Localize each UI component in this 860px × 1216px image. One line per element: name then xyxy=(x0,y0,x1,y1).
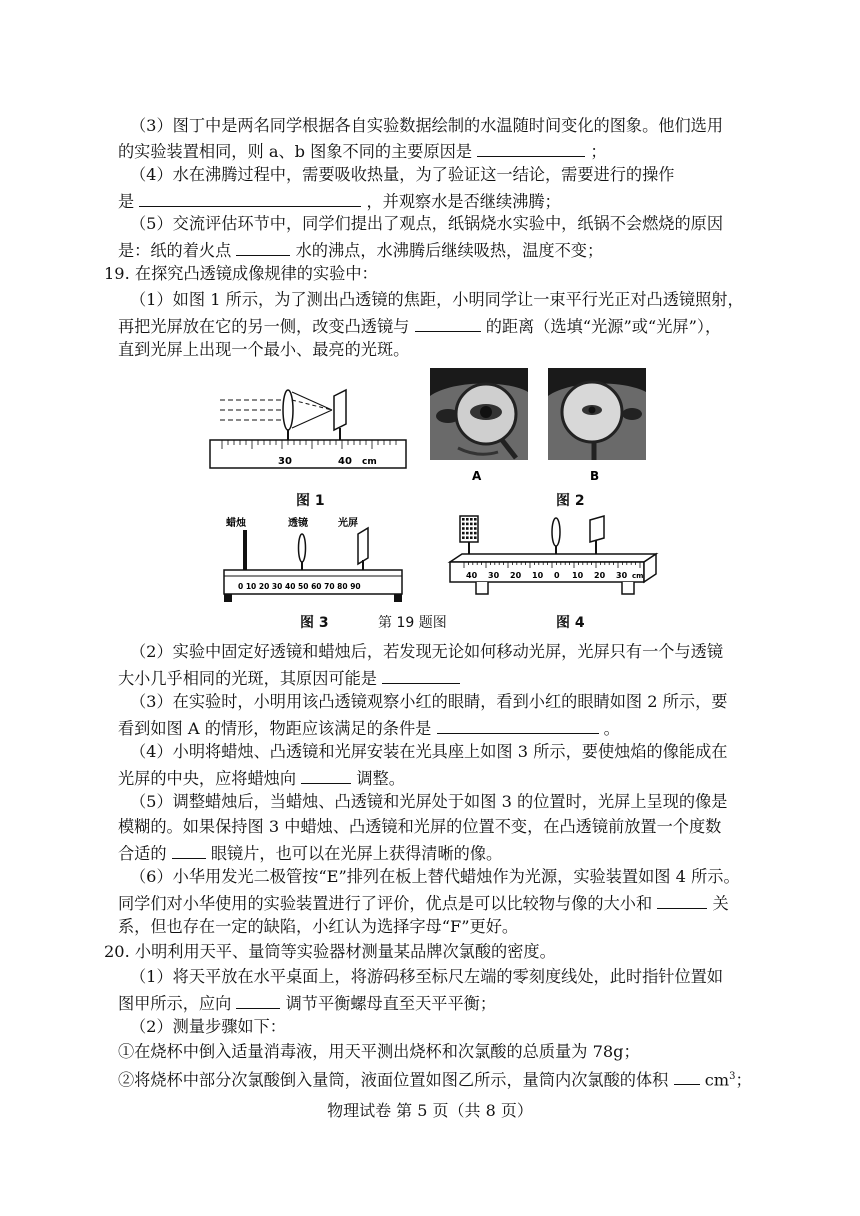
q19-part6-pre: 同学们对小华使用的实验装置进行了评价，优点是可以比较物与像的大小和 xyxy=(118,894,653,913)
answer-blank[interactable] xyxy=(477,140,585,157)
q20-step1: ①在烧杯中倒入适量消毒液，用天平测出烧杯和次氯酸的总质量为 78g； xyxy=(118,1042,640,1061)
tick-label-30: 30 xyxy=(278,456,292,467)
q20-part1-line1: （1）将天平放在水平桌面上，将游码移至标尺左端的零刻度线处，此时指针位置如 xyxy=(130,967,724,986)
candle xyxy=(243,530,247,570)
q19-part4-pre: 光屏的中央，应将蜡烛向 xyxy=(118,769,297,788)
q19-part6-end: 关 xyxy=(712,894,729,913)
q19-part3-line1: （3）在实验时，小明用该凸透镜观察小红的眼睛，看到小红的眼睛如图 2 所示，要 xyxy=(130,692,728,711)
led-dot xyxy=(466,536,469,539)
tick-label: 0 xyxy=(554,571,560,580)
led-dot xyxy=(462,527,465,530)
q18-part3-end: ； xyxy=(590,142,607,161)
q18-part5-pre: 是：纸的着火点 xyxy=(118,241,232,260)
q18-part4-line2 xyxy=(118,190,561,212)
q20-step2 xyxy=(118,1067,752,1090)
q20-part2-line1: （2）测量步骤如下： xyxy=(130,1017,286,1036)
q18-part3-text: 的实验装置相同，则 a、b 图象不同的主要原因是 xyxy=(118,142,473,161)
answer-blank[interactable] xyxy=(437,717,599,734)
tick-label-40: 40 xyxy=(338,456,352,467)
led-dot xyxy=(470,518,473,521)
q19-part3-end: 。 xyxy=(603,719,620,738)
led-dot xyxy=(470,523,473,526)
answer-blank[interactable] xyxy=(172,842,206,859)
led-dot xyxy=(466,532,469,535)
q19-part5-line3 xyxy=(118,842,502,864)
figure-1-caption: 图 1 xyxy=(296,493,325,509)
q19-part1-line1: （1）如图 1 所示，为了测出凸透镜的焦距，小明同学让一束平行光正对凸透镜照射， xyxy=(130,290,744,309)
figure-3 xyxy=(222,512,412,604)
label-lens: 透镜 xyxy=(288,518,308,529)
q19-part3-pre: 看到如图 A 的情形，物距应该满足的条件是 xyxy=(118,719,432,738)
label-b: B xyxy=(590,469,600,483)
q18-part5-line2 xyxy=(118,239,603,261)
figure-2-caption: 图 2 xyxy=(556,493,585,509)
q18-part5-line1: （5）交流评估环节中，同学们提出了观点，纸锅烧水实验中，纸锅不会燃烧的原因 xyxy=(130,214,724,233)
convex-lens xyxy=(283,390,293,430)
q20-part1-end: 调节平衡螺母直至天平平衡； xyxy=(285,994,497,1013)
q19-title: 19. 在探究凸透镜成像规律的实验中： xyxy=(104,264,378,283)
led-dot xyxy=(466,523,469,526)
refracted-ray xyxy=(292,410,332,428)
q19-part6-line2 xyxy=(118,892,729,914)
q19-part1-line3: 直到光屏上出现一个最小、最亮的光斑。 xyxy=(118,340,410,359)
led-dot xyxy=(474,532,477,535)
label-screen: 光屏 xyxy=(338,518,358,529)
q18-part3-line1: （3）图丁中是两名同学根据各自实验数据绘制的水温随时间变化的图象。他们选用 xyxy=(130,116,724,135)
q19-part3-line2 xyxy=(118,717,620,739)
q18-part4-line1: （4）水在沸腾过程中，需要吸收热量，为了验证这一结论，需要进行的操作 xyxy=(130,165,675,184)
q19-part6-line3: 系，但也存在一定的缺陷，小红认为选择字母“F”更好。 xyxy=(118,917,519,936)
answer-blank[interactable] xyxy=(657,892,707,909)
photo-b xyxy=(548,368,646,460)
q19-part1-line2 xyxy=(118,315,721,337)
answer-blank[interactable] xyxy=(674,1068,700,1085)
tick-label-unit: cm xyxy=(632,572,644,580)
tick-label: 30 xyxy=(616,571,628,580)
light-screen xyxy=(334,390,346,430)
tick-label: 20 xyxy=(510,571,522,580)
ruler-scale: 0 10 20 30 40 50 60 70 80 90 xyxy=(238,582,361,591)
q19-part4-end: 调整。 xyxy=(356,769,405,788)
q18-part4-end: ，并观察水是否继续沸腾； xyxy=(366,192,561,211)
optical-bench xyxy=(450,562,644,582)
q19-part2-line1: （2）实验中固定好透镜和蜡烛后，若发现无论如何移动光屏，光屏只有一个与透镜 xyxy=(130,642,724,661)
q19-part5-end: 眼镜片，也可以在光屏上获得清晰的像。 xyxy=(210,844,503,863)
q20-step2-end: ； xyxy=(735,1070,752,1090)
q19-part5-line1: （5）调整蜡烛后，当蜡烛、凸透镜和光屏处于如图 3 的位置时，光屏上呈现的像是 xyxy=(130,792,728,811)
q19-part1-pre: 再把光屏放在它的另一侧，改变凸透镜与 xyxy=(118,317,410,336)
tick-label: 40 xyxy=(466,571,478,580)
led-dot xyxy=(474,518,477,521)
led-dot xyxy=(474,523,477,526)
label-candle: 蜡烛 xyxy=(226,518,246,529)
q19-part4-line1: （4）小明将蜡烛、凸透镜和光屏安装在光具座上如图 3 所示，要使烛焰的像能成在 xyxy=(130,742,728,761)
q18-part5-end: 水的沸点，水沸腾后继续吸热，温度不变； xyxy=(295,241,604,260)
led-dot xyxy=(466,527,469,530)
figure-4 xyxy=(446,512,668,604)
q19-part1-end: 的距离（选填“光源”或“光屏”）， xyxy=(485,317,722,336)
led-dot xyxy=(462,518,465,521)
screen xyxy=(590,516,604,542)
led-dot xyxy=(470,532,473,535)
q19-part5-line2: 模糊的。如果保持图 3 中蜡烛、凸透镜和光屏的位置不变，在凸透镜前放置一个度数 xyxy=(118,817,722,836)
q18-part3-line2 xyxy=(118,140,607,162)
tick-label: 10 xyxy=(572,571,584,580)
q20-step2-pre: ②将烧杯中部分次氯酸倒入量筒，液面位置如图乙所示，量筒内次氯酸的体积 xyxy=(118,1070,669,1090)
answer-blank[interactable] xyxy=(236,992,280,1009)
figure-4-caption: 图 4 xyxy=(556,615,585,631)
figure-1 xyxy=(200,378,415,478)
q20-part1-line2 xyxy=(118,992,496,1014)
figure-2 xyxy=(428,366,656,486)
led-dot xyxy=(470,536,473,539)
figure-group-caption: 第 19 题图 xyxy=(378,615,447,631)
led-dot xyxy=(470,527,473,530)
q20-part1-pre: 图甲所示，应向 xyxy=(118,994,232,1013)
tick-label: 30 xyxy=(488,571,500,580)
tick-label-unit: cm xyxy=(362,457,377,467)
q19-part5-pre: 合适的 xyxy=(118,844,167,863)
answer-blank[interactable] xyxy=(236,239,290,256)
answer-blank[interactable] xyxy=(301,767,351,784)
q19-part2-line2 xyxy=(118,667,460,689)
q18-part4-pre: 是 xyxy=(118,192,135,211)
q19-part2-pre: 大小几乎相同的光斑，其原因可能是 xyxy=(118,669,377,688)
led-dot xyxy=(474,527,477,530)
q19-part6-line1: （6）小华用发光二极管按“E”排列在板上替代蜡烛作为光源，实验装置如图 4 所示。 xyxy=(130,867,740,886)
led-dot xyxy=(462,532,465,535)
page-footer: 物理试卷 第 5 页（共 8 页） xyxy=(327,1101,533,1120)
tick-label: 10 xyxy=(532,571,544,580)
led-dot xyxy=(462,523,465,526)
refracted-ray xyxy=(292,392,332,410)
label-a: A xyxy=(472,469,482,483)
led-dot xyxy=(474,536,477,539)
answer-blank[interactable] xyxy=(415,315,481,332)
led-dot xyxy=(466,518,469,521)
answer-blank[interactable] xyxy=(139,190,361,207)
lens xyxy=(552,518,560,546)
q20-step2-sup: 3 xyxy=(729,1071,736,1082)
q19-part4-line2 xyxy=(118,767,405,789)
figure-3-caption: 图 3 xyxy=(300,615,329,631)
photo-a xyxy=(430,368,528,460)
q20-step2-unit: cm xyxy=(704,1070,730,1090)
tick-label: 20 xyxy=(594,571,606,580)
q20-title: 20. 小明利用天平、量筒等实验器材测量某品牌次氯酸的密度。 xyxy=(104,942,556,961)
lens xyxy=(299,534,306,562)
answer-blank[interactable] xyxy=(382,667,460,684)
screen xyxy=(358,528,368,564)
led-dot xyxy=(462,536,465,539)
